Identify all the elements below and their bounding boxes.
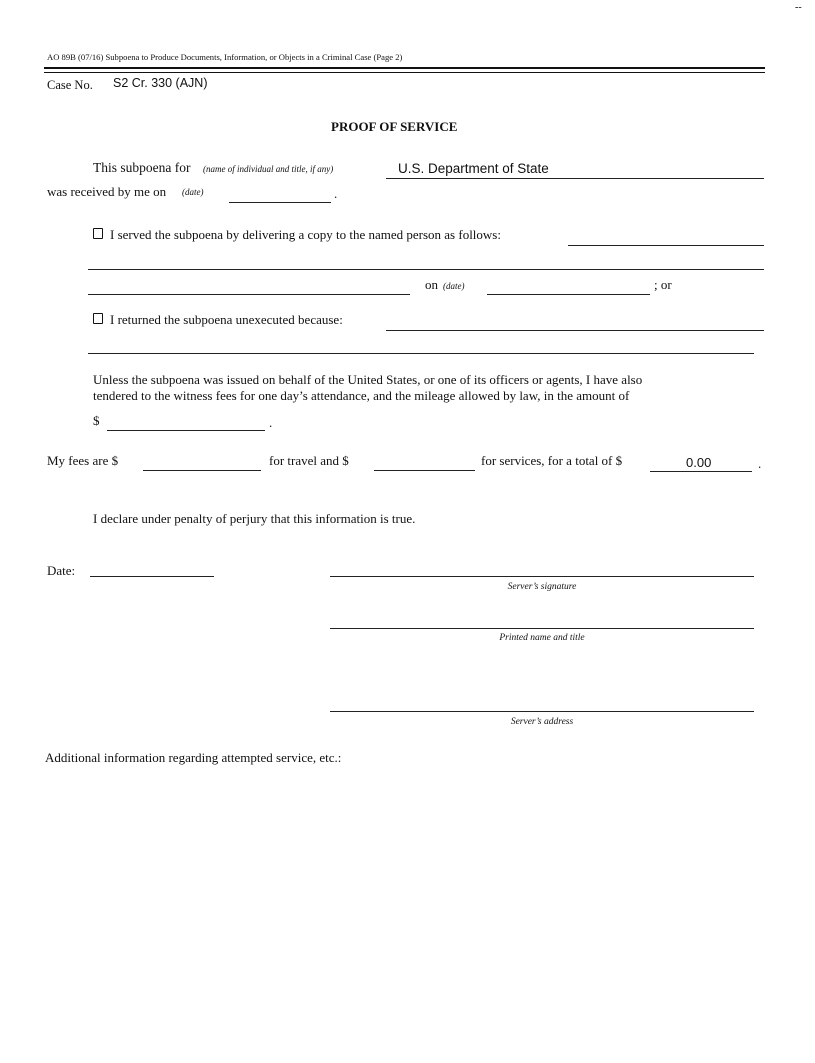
returned-reason-line-2[interactable]	[88, 353, 754, 354]
travel-fee-field[interactable]	[143, 470, 261, 471]
received-date-hint: (date)	[182, 187, 204, 197]
witness-fees-amount-field[interactable]	[107, 430, 265, 431]
date-label: Date:	[47, 563, 76, 578]
served-on-hint: (date)	[443, 281, 465, 291]
witness-fees-dollar: $	[93, 413, 100, 428]
form-header: AO 89B (07/16) Subpoena to Produce Documents, Information, or Objects in a Criminal Case (Page 2)	[47, 52, 403, 62]
case-no-value[interactable]: S2 Cr. 330 (AJN)	[113, 76, 208, 90]
my-fees-label: My fees are $	[47, 453, 119, 468]
served-or: ; or	[654, 277, 672, 292]
served-as-follows-field[interactable]	[568, 245, 764, 246]
returned-reason-field[interactable]	[386, 330, 764, 331]
served-date-field[interactable]	[487, 294, 650, 295]
services-label: for services, for a total of $	[481, 453, 623, 468]
total-fee-line	[650, 471, 752, 472]
served-details-line[interactable]	[88, 269, 764, 270]
corner-mark: --	[795, 2, 802, 13]
header-rule-thick	[44, 67, 765, 69]
server-address-caption: Server’s address	[510, 717, 574, 727]
server-signature-field[interactable]	[330, 576, 754, 577]
travel-label: for travel and $	[269, 453, 349, 468]
returned-label: I returned the subpoena unexecuted because:	[110, 312, 343, 327]
served-details-line-2[interactable]	[88, 294, 410, 295]
subpoena-for-hint: (name of individual and title, if any)	[203, 164, 334, 174]
additional-info-label: Additional information regarding attempted service, etc.:	[45, 750, 342, 765]
witness-fees-period: .	[269, 415, 273, 430]
case-no-label: Case No.	[47, 78, 93, 92]
declaration: I declare under penalty of perjury that this information is true.	[93, 511, 416, 526]
header-rule-thin	[44, 72, 765, 73]
subpoena-for-label: This subpoena for	[93, 160, 191, 175]
recipient-line	[386, 178, 764, 179]
recipient-field[interactable]: U.S. Department of State	[398, 161, 549, 176]
received-label: was received by me on	[47, 184, 167, 199]
total-period: .	[758, 456, 762, 471]
server-address-field[interactable]	[330, 711, 754, 712]
page-title: PROOF OF SERVICE	[331, 119, 458, 134]
served-checkbox[interactable]	[93, 228, 103, 239]
printed-name-field[interactable]	[330, 628, 754, 629]
signature-date-field[interactable]	[90, 576, 214, 577]
printed-name-caption: Printed name and title	[499, 633, 585, 643]
returned-checkbox[interactable]	[93, 313, 103, 324]
received-date-field[interactable]	[229, 202, 331, 203]
services-fee-field[interactable]	[374, 470, 475, 471]
received-period: .	[334, 186, 338, 201]
witness-fees-line1: Unless the subpoena was issued on behalf of the United States, or one of its officers or agents, I have also	[93, 372, 643, 387]
total-fee-field[interactable]: 0.00	[686, 455, 712, 470]
server-signature-caption: Server’s signature	[507, 582, 577, 592]
served-on-label: on	[425, 277, 438, 292]
served-label: I served the subpoena by delivering a copy to the named person as follows:	[110, 227, 501, 242]
witness-fees-line2: tendered to the witness fees for one day’s attendance, and the mileage allowed by law, in the amount of	[93, 388, 630, 403]
